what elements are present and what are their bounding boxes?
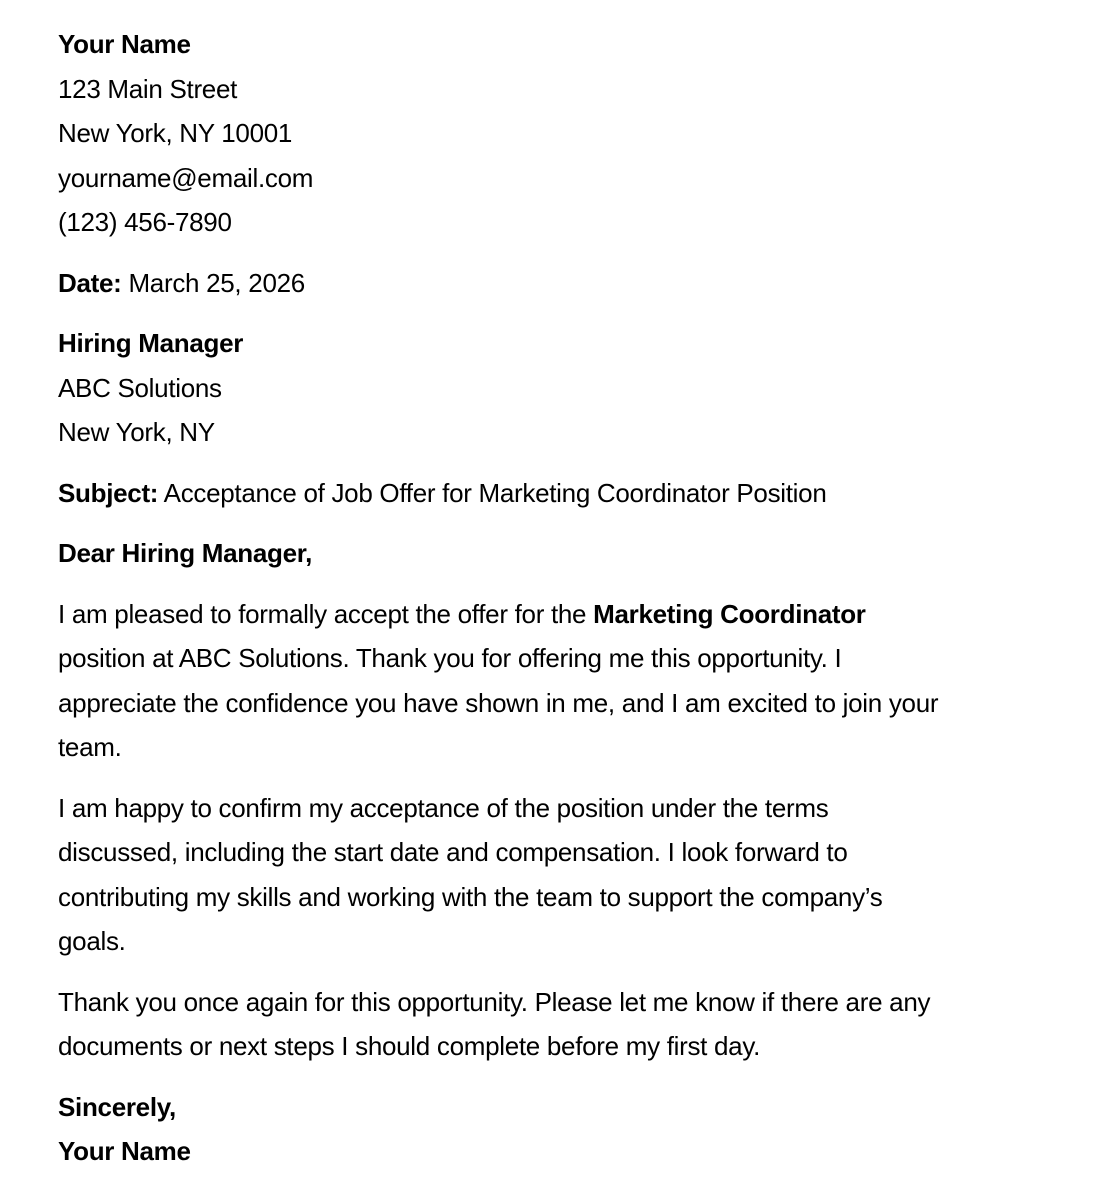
paragraph-3-line-1: Thank you once again for this opportunity. Please let me know if there are any xyxy=(58,986,931,1017)
sender-name: Your Name xyxy=(58,29,191,59)
paragraph-1-line-2: position at ABC Solutions. Thank you for offering me this opportunity. I xyxy=(58,643,842,673)
paragraph-1-line-1-text: I am pleased to formally accept the offer for the xyxy=(58,598,594,629)
paragraph-3-line-2: documents or next steps I should complete before my first day. xyxy=(58,1031,761,1061)
subject-value: Acceptance of Job Offer for Marketing Coordinator Position xyxy=(163,477,827,508)
sender-block xyxy=(58,22,1068,245)
recipient-city: New York, NY xyxy=(58,417,215,447)
paragraph-2-line-1: I am happy to confirm my acceptance of the position under the terms xyxy=(58,792,829,823)
sender-phone: (123) 456-7890 xyxy=(58,207,232,237)
sender-email: yourname@email.com xyxy=(58,162,314,193)
letter-page xyxy=(58,22,1068,1174)
sender-street: 123 Main Street xyxy=(58,73,238,104)
subject-label: Subject: xyxy=(58,477,159,508)
recipient-block xyxy=(58,321,1068,455)
paragraph-2-line-3: contributing my skills and working with the team to support the company’s xyxy=(58,881,883,912)
body-paragraph-1 xyxy=(58,592,1068,770)
paragraph-1-line-4: team. xyxy=(58,732,122,762)
paragraph-2-line-4: goals. xyxy=(58,926,126,956)
signature-name: Your Name xyxy=(58,1136,191,1166)
date-label: Date: xyxy=(58,267,122,298)
recipient-title: Hiring Manager xyxy=(58,328,244,358)
closing-block xyxy=(58,1085,1068,1174)
salutation-block xyxy=(58,531,1068,576)
recipient-company: ABC Solutions xyxy=(58,372,222,403)
paragraph-2-line-2: discussed, including the start date and compensation. I look forward to xyxy=(58,837,848,867)
paragraph-1-line-1 xyxy=(58,592,1068,637)
paragraph-1-line-3: appreciate the confidence you have shown in me, and I am excited to join your xyxy=(58,687,939,718)
date-block xyxy=(58,261,1068,306)
subject-line xyxy=(58,471,1068,516)
valediction: Sincerely, xyxy=(58,1091,176,1122)
body-paragraph-3 xyxy=(58,980,1068,1069)
date-value: March 25, 2026 xyxy=(128,267,305,298)
sender-city: New York, NY 10001 xyxy=(58,118,293,148)
date-line xyxy=(58,261,1068,306)
salutation: Dear Hiring Manager, xyxy=(58,538,313,568)
position-title: Marketing Coordinator xyxy=(593,598,866,629)
subject-block xyxy=(58,471,1068,516)
body-paragraph-2 xyxy=(58,786,1068,964)
